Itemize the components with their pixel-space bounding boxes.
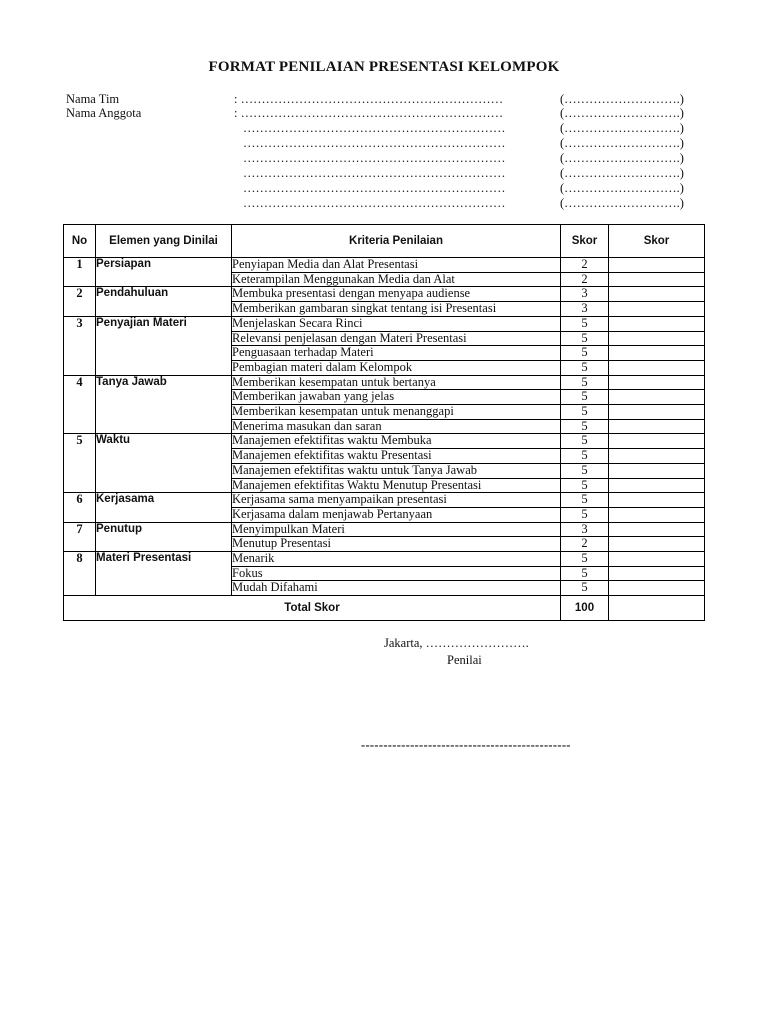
score-given-cell[interactable] — [609, 522, 705, 537]
max-score: 5 — [561, 434, 609, 449]
criteria-text: Kerjasama sama menyampaikan presentasi — [232, 493, 561, 508]
signature-role: Penilai — [447, 653, 482, 667]
score-given-cell[interactable] — [609, 434, 705, 449]
score-given-cell[interactable] — [609, 581, 705, 596]
member-dots: ……………………………………………………… — [243, 181, 506, 195]
row-number: 2 — [64, 287, 96, 302]
score-given-cell[interactable] — [609, 316, 705, 331]
team-label: Nama Tim — [66, 92, 120, 106]
assessment-table — [63, 224, 705, 621]
total-label: Total Skor — [64, 596, 561, 621]
member-dots: ……………………………………………………… — [243, 121, 506, 135]
row-number — [64, 507, 96, 522]
table-row — [64, 375, 705, 390]
criteria-text: Manajemen efektifitas waktu untuk Tanya Jawab — [232, 463, 561, 478]
element-name — [96, 566, 232, 581]
criteria-text: Memberikan jawaban yang jelas — [232, 390, 561, 405]
max-score: 2 — [561, 537, 609, 552]
table-row — [64, 449, 705, 464]
table-row — [64, 419, 705, 434]
row-number — [64, 272, 96, 287]
row-number — [64, 566, 96, 581]
element-name: Penutup — [96, 522, 232, 537]
max-score: 5 — [561, 449, 609, 464]
score-paren: (……………………….) — [560, 92, 684, 106]
criteria-text: Menutup Presentasi — [232, 537, 561, 552]
table-row — [64, 258, 705, 273]
max-score: 2 — [561, 272, 609, 287]
criteria-text: Manajemen efektifitas waktu Membuka — [232, 434, 561, 449]
score-given-cell[interactable] — [609, 493, 705, 508]
table-row — [64, 331, 705, 346]
row-number — [64, 478, 96, 493]
score-given-cell[interactable] — [609, 537, 705, 552]
row-number — [64, 537, 96, 552]
signature-place-date: Jakarta, ……………………. — [384, 636, 529, 650]
max-score: 3 — [561, 522, 609, 537]
row-number — [64, 390, 96, 405]
score-given-cell[interactable] — [609, 272, 705, 287]
table-row — [64, 552, 705, 567]
element-name: Persiapan — [96, 258, 232, 273]
member-dots: ……………………………………………………… — [243, 196, 506, 210]
element-name: Kerjasama — [96, 493, 232, 508]
table-row — [64, 272, 705, 287]
element-name — [96, 331, 232, 346]
score-given-cell[interactable] — [609, 360, 705, 375]
row-number — [64, 463, 96, 478]
header-score: Skor — [561, 225, 609, 258]
element-name — [96, 302, 232, 317]
row-number: 7 — [64, 522, 96, 537]
row-number — [64, 419, 96, 434]
signature-line: ----------------------------------------------- — [361, 738, 571, 752]
member-dots: ……………………………………………………… — [243, 166, 506, 180]
table-row — [64, 463, 705, 478]
max-score: 5 — [561, 375, 609, 390]
max-score: 5 — [561, 566, 609, 581]
row-number — [64, 449, 96, 464]
element-name — [96, 360, 232, 375]
score-paren: (……………………….) — [560, 196, 684, 210]
criteria-text: Menarik — [232, 552, 561, 567]
criteria-text: Membuka presentasi dengan menyapa audiense — [232, 287, 561, 302]
criteria-text: Fokus — [232, 566, 561, 581]
score-paren: (……………………….) — [560, 151, 684, 165]
table-row — [64, 346, 705, 361]
criteria-text: Menerima masukan dan saran — [232, 419, 561, 434]
table-row — [64, 581, 705, 596]
max-score: 3 — [561, 302, 609, 317]
element-name — [96, 581, 232, 596]
table-body — [64, 258, 705, 596]
element-name: Tanya Jawab — [96, 375, 232, 390]
total-given — [609, 596, 705, 621]
element-name — [96, 463, 232, 478]
criteria-text: Manajemen efektifitas waktu Presentasi — [232, 449, 561, 464]
max-score: 5 — [561, 390, 609, 405]
criteria-text: Menyimpulkan Materi — [232, 522, 561, 537]
table-row — [64, 478, 705, 493]
table-row — [64, 287, 705, 302]
max-score: 2 — [561, 258, 609, 273]
criteria-text: Pembagian materi dalam Kelompok — [232, 360, 561, 375]
score-given-cell[interactable] — [609, 405, 705, 420]
header-element: Elemen yang Dinilai — [96, 225, 232, 258]
criteria-text: Keterampilan Menggunakan Media dan Alat — [232, 272, 561, 287]
score-given-cell[interactable] — [609, 552, 705, 567]
max-score: 5 — [561, 405, 609, 420]
criteria-text: Memberikan gambaran singkat tentang isi Presentasi — [232, 302, 561, 317]
max-score: 5 — [561, 346, 609, 361]
score-paren: (……………………….) — [560, 181, 684, 195]
member-dots: : ……………………………………………………… — [234, 106, 504, 120]
criteria-text: Relevansi penjelasan dengan Materi Presentasi — [232, 331, 561, 346]
criteria-text: Penyiapan Media dan Alat Presentasi — [232, 258, 561, 273]
header-criteria: Kriteria Penilaian — [232, 225, 561, 258]
row-number — [64, 302, 96, 317]
element-name — [96, 272, 232, 287]
element-name: Materi Presentasi — [96, 552, 232, 567]
document-title: FORMAT PENILAIAN PRESENTASI KELOMPOK — [208, 59, 560, 75]
table-row — [64, 507, 705, 522]
element-name: Waktu — [96, 434, 232, 449]
score-given-cell[interactable] — [609, 302, 705, 317]
table-row — [64, 566, 705, 581]
element-name: Pendahuluan — [96, 287, 232, 302]
row-number: 8 — [64, 552, 96, 567]
score-given-cell[interactable] — [609, 258, 705, 273]
element-name — [96, 507, 232, 522]
table-row — [64, 537, 705, 552]
header-score-given: Skor — [609, 225, 705, 258]
max-score: 5 — [561, 552, 609, 567]
criteria-text: Penguasaan terhadap Materi — [232, 346, 561, 361]
element-name — [96, 419, 232, 434]
score-given-cell[interactable] — [609, 478, 705, 493]
table-row — [64, 302, 705, 317]
score-paren: (……………………….) — [560, 166, 684, 180]
criteria-text: Menjelaskan Secara Rinci — [232, 316, 561, 331]
row-number — [64, 346, 96, 361]
max-score: 5 — [561, 463, 609, 478]
score-given-cell[interactable] — [609, 287, 705, 302]
score-paren: (……………………….) — [560, 106, 684, 120]
table-row — [64, 316, 705, 331]
team-dots: : ……………………………………………………… — [234, 92, 504, 106]
score-given-cell[interactable] — [609, 419, 705, 434]
element-name — [96, 449, 232, 464]
max-score: 5 — [561, 360, 609, 375]
max-score: 5 — [561, 581, 609, 596]
criteria-text: Kerjasama dalam menjawab Pertanyaan — [232, 507, 561, 522]
score-given-cell[interactable] — [609, 375, 705, 390]
criteria-text: Manajemen efektifitas Waktu Menutup Presentasi — [232, 478, 561, 493]
table-row — [64, 434, 705, 449]
element-name — [96, 390, 232, 405]
max-score: 5 — [561, 507, 609, 522]
criteria-text: Mudah Difahami — [232, 581, 561, 596]
table-row — [64, 360, 705, 375]
score-given-cell[interactable] — [609, 463, 705, 478]
score-given-cell[interactable] — [609, 566, 705, 581]
row-number — [64, 331, 96, 346]
element-name — [96, 346, 232, 361]
score-paren: (……………………….) — [560, 121, 684, 135]
element-name — [96, 537, 232, 552]
table-header-row — [64, 225, 705, 258]
row-number — [64, 405, 96, 420]
max-score: 5 — [561, 419, 609, 434]
element-name — [96, 478, 232, 493]
row-number — [64, 360, 96, 375]
table-row — [64, 405, 705, 420]
member-dots: ……………………………………………………… — [243, 136, 506, 150]
table-row — [64, 390, 705, 405]
members-label: Nama Anggota — [66, 106, 142, 120]
total-value: 100 — [561, 596, 609, 621]
score-given-cell[interactable] — [609, 331, 705, 346]
max-score: 3 — [561, 287, 609, 302]
score-given-cell[interactable] — [609, 390, 705, 405]
total-row — [64, 596, 705, 621]
row-number: 4 — [64, 375, 96, 390]
header-no: No — [64, 225, 96, 258]
row-number: 1 — [64, 258, 96, 273]
score-paren: (……………………….) — [560, 136, 684, 150]
row-number: 6 — [64, 493, 96, 508]
element-name — [96, 405, 232, 420]
table-row — [64, 522, 705, 537]
max-score: 5 — [561, 493, 609, 508]
row-number — [64, 581, 96, 596]
row-number: 3 — [64, 316, 96, 331]
row-number: 5 — [64, 434, 96, 449]
criteria-text: Memberikan kesempatan untuk bertanya — [232, 375, 561, 390]
score-given-cell[interactable] — [609, 507, 705, 522]
criteria-text: Memberikan kesempatan untuk menanggapi — [232, 405, 561, 420]
element-name: Penyajian Materi — [96, 316, 232, 331]
member-dots: ……………………………………………………… — [243, 151, 506, 165]
score-given-cell[interactable] — [609, 449, 705, 464]
table-row — [64, 493, 705, 508]
score-given-cell[interactable] — [609, 346, 705, 361]
max-score: 5 — [561, 331, 609, 346]
max-score: 5 — [561, 478, 609, 493]
max-score: 5 — [561, 316, 609, 331]
